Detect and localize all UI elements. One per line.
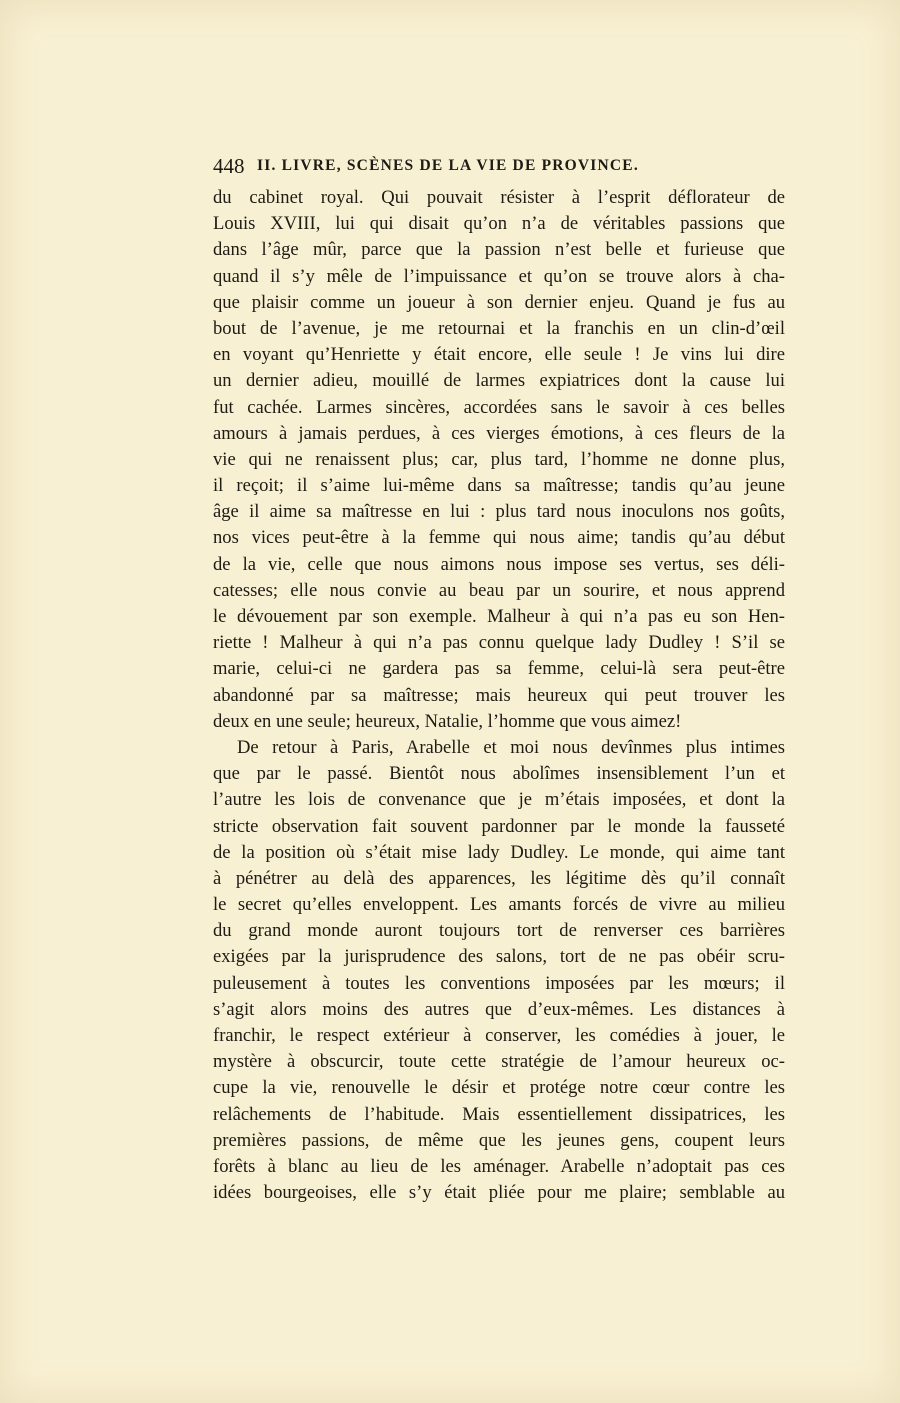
text-line: idées bourgeoises, elle s’y était pliée pour me plaire; semblable au [213, 1182, 785, 1204]
text-line: du grand monde auront toujours tort de renverser ces barrières [213, 920, 785, 942]
text-line: premières passions, de même que les jeunes gens, coupent leurs [213, 1129, 785, 1151]
text-line: bout de l’avenue, je me retournai et la franchis en un clin-d’œil [213, 317, 785, 339]
text-line: marie, celui-ci ne gardera pas sa femme, celui-là sera peut-être [213, 658, 785, 680]
text-line: de la vie, celle que nous aimons nous impose ses vertus, ses déli- [213, 553, 785, 575]
text-line: abandonné par sa maîtresse; mais heureux qui peut trouver les [213, 684, 785, 706]
text-line: riette ! Malheur à qui n’a pas connu quelque lady Dudley ! S’il se [213, 632, 785, 654]
text-line: cupe la vie, renouvelle le désir et protége notre cœur contre les [213, 1077, 785, 1099]
text-line: dans l’âge mûr, parce que la passion n’est belle et furieuse que [213, 239, 785, 261]
text-line: que plaisir comme un joueur à son dernier enjeu. Quand je fus au [213, 291, 785, 313]
text-line: Louis XVIII, lui qui disait qu’on n’a de véritables passions que [213, 213, 785, 235]
text-line: forêts à blanc au lieu de les aménager. Arabelle n’adoptait pas ces [213, 1155, 785, 1177]
text-line: De retour à Paris, Arabelle et moi nous devînmes plus intimes [237, 736, 785, 758]
text-line: deux en une seule; heureux, Natalie, l’homme que vous aimez! [213, 710, 682, 732]
text-line: franchir, le respect extérieur à conserver, les comédies à jouer, le [213, 1025, 785, 1046]
text-line: l’autre les lois de convenance que je m’étais imposées, et dont la [213, 789, 785, 811]
body-text [213, 185, 785, 1206]
text-line: exigées par la jurisprudence des salons, tort de ne pas obéir scru- [213, 946, 785, 968]
running-header [213, 154, 785, 182]
text-line: il reçoit; il s’aime lui-même dans sa maîtresse; tandis qu’au jeune [213, 475, 785, 497]
text-line: amours à jamais perdues, à ces vierges émotions, à ces fleurs de la [213, 422, 785, 444]
text-line: le dévouement par son exemple. Malheur à qui n’a pas eu son Hen- [213, 606, 785, 627]
text-line: que par le passé. Bientôt nous abolîmes insensiblement l’un et [213, 763, 785, 785]
text-line: à pénétrer au delà des apparences, les légitime dès qu’il connaît [213, 867, 785, 889]
text-line: fut cachée. Larmes sincères, accordées sans le savoir à ces belles [213, 396, 785, 418]
text-line: de la position où s’était mise lady Dudley. Le monde, qui aime tant [213, 841, 785, 863]
text-line: puleusement à toutes les conventions imposées par les mœurs; il [213, 972, 785, 994]
text-line: mystère à obscurcir, toute cette stratégie de l’amour heureux oc- [213, 1051, 785, 1073]
text-line: stricte observation fait souvent pardonner par le monde la fausseté [213, 815, 785, 837]
text-line: en voyant qu’Henriette y était encore, elle seule ! Je vins lui dire [213, 344, 785, 366]
text-line: vie qui ne renaissent plus; car, plus tard, l’homme ne donne plus, [213, 448, 785, 470]
text-line: s’agit alors moins des autres que d’eux-mêmes. Les distances à [213, 998, 785, 1020]
text-line: relâchements de l’habitude. Mais essentiellement dissipatrices, les [213, 1103, 785, 1125]
running-title: II. LIVRE, SCÈNES DE LA VIE DE PROVINCE. [257, 157, 639, 174]
text-line: du cabinet royal. Qui pouvait résister à l’esprit déflorateur de [213, 187, 785, 208]
text-line: âge il aime sa maîtresse en lui : plus tard nous inoculons nos goûts, [213, 501, 785, 523]
text-line: quand il s’y mêle de l’impuissance et qu’on se trouve alors à cha- [213, 265, 785, 287]
text-line: nos vices peut-être à la femme qui nous aime; tandis qu’au début [213, 527, 785, 549]
page-number: 448 [213, 154, 245, 178]
text-line: un dernier adieu, mouillé de larmes expiatrices dont la cause lui [213, 370, 785, 392]
text-line: le secret qu’elles enveloppent. Les amants forcés de vivre au milieu [213, 894, 785, 916]
text-line: catesses; elle nous convie au beau par un sourire, et nous apprend [213, 579, 785, 601]
